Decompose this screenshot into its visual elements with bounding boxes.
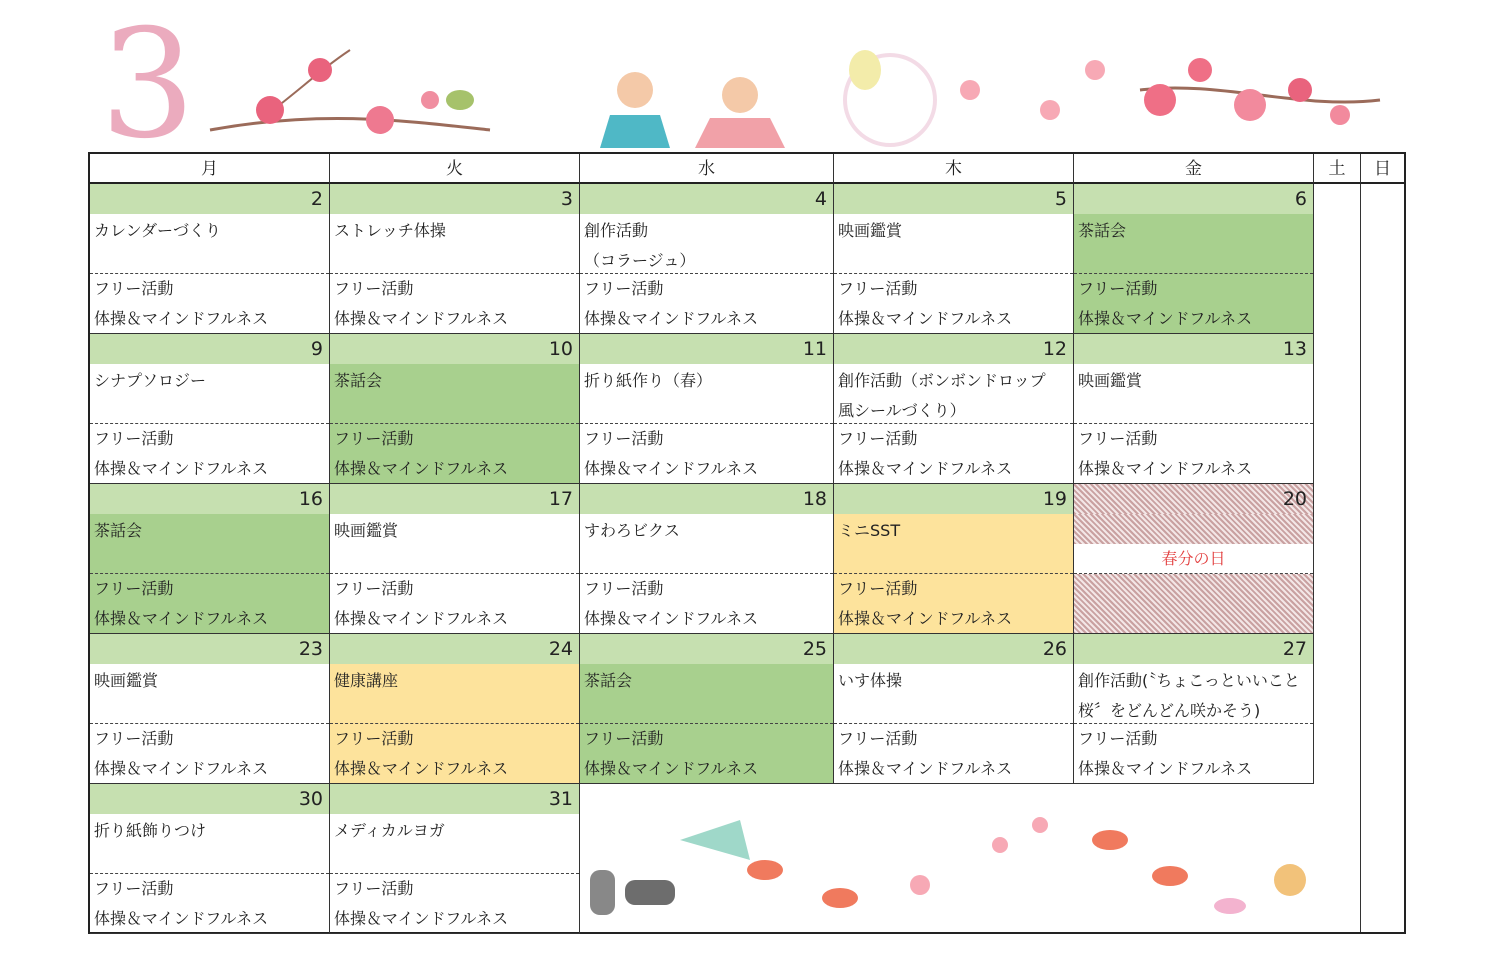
morning-activity <box>834 514 1073 574</box>
day-number: 17 <box>330 484 579 514</box>
afternoon-activity <box>1074 724 1313 784</box>
activity-text: カレンダーづくり <box>94 221 221 240</box>
week-row <box>90 184 1404 334</box>
day-cell <box>90 634 330 784</box>
activity-text: 創作活動（ボンボンドロップ <box>838 371 1046 390</box>
afternoon-activity <box>1074 274 1313 334</box>
morning-activity <box>330 514 579 574</box>
plum-blossom-icon <box>960 60 1105 120</box>
weekday-header-wed: 水 <box>580 154 834 184</box>
day-number: 18 <box>580 484 833 514</box>
activity-text: 映画鑑賞 <box>94 671 159 690</box>
afternoon-activity <box>834 424 1073 484</box>
activity-text: 体操＆マインドフルネス <box>94 609 269 628</box>
activity-text: フリー活動 <box>334 879 414 898</box>
activity-text: フリー活動 <box>584 279 664 298</box>
morning-activity <box>580 214 833 274</box>
activity-text: 体操＆マインドフルネス <box>584 609 759 628</box>
day-number: 19 <box>834 484 1073 514</box>
day-cell <box>1074 334 1314 484</box>
morning-activity <box>90 814 329 874</box>
temari-ball-icon <box>1274 864 1306 896</box>
bird-icon <box>446 90 474 110</box>
morning-activity <box>330 364 579 424</box>
afternoon-activity <box>330 574 579 634</box>
morning-activity <box>580 364 833 424</box>
activity-text: すわろビクス <box>584 521 680 540</box>
fan-icon <box>680 820 750 860</box>
day-cell <box>90 484 330 634</box>
afternoon-activity <box>90 574 329 634</box>
day-number: 6 <box>1074 184 1313 214</box>
activity-text: メディカルヨガ <box>334 821 445 840</box>
day-number: 16 <box>90 484 329 514</box>
day-number: 31 <box>330 784 579 814</box>
activity-text: 茶話会 <box>334 371 383 390</box>
activity-text: 体操＆マインドフルネス <box>584 459 759 478</box>
activity-text: 折り紙飾りつけ <box>94 821 207 840</box>
holiday-name: 春分の日 <box>1074 544 1313 574</box>
weekday-header-mon: 月 <box>90 154 330 184</box>
morning-activity <box>580 664 833 724</box>
activity-text: 体操＆マインドフルネス <box>1078 759 1253 778</box>
month-number: 3 <box>100 0 196 172</box>
holiday-pattern <box>1074 514 1313 544</box>
activity-text: フリー活動 <box>334 729 414 748</box>
bottom-decoration <box>580 800 1340 930</box>
activity-text: フリー活動 <box>838 279 918 298</box>
day-cell <box>580 634 834 784</box>
morning-activity <box>834 214 1073 274</box>
day-cell <box>834 334 1074 484</box>
day-number: 5 <box>834 184 1073 214</box>
activity-text: フリー活動 <box>1078 279 1158 298</box>
morning-activity <box>834 364 1073 424</box>
activity-text: シナプソロジー <box>94 371 207 390</box>
weekday-header-fri: 金 <box>1074 154 1314 184</box>
day-cell <box>90 334 330 484</box>
day-number: 2 <box>90 184 329 214</box>
activity-text: 体操＆マインドフルネス <box>94 759 269 778</box>
afternoon-activity <box>330 274 579 334</box>
weekday-header-sun: 日 <box>1361 154 1404 184</box>
morning-activity <box>834 664 1073 724</box>
activity-text: 体操＆マインドフルネス <box>838 609 1013 628</box>
afternoon-activity <box>90 424 329 484</box>
day-number: 20 <box>1074 484 1313 514</box>
activity-text: フリー活動 <box>838 579 918 598</box>
morning-activity <box>90 664 329 724</box>
morning-activity <box>580 514 833 574</box>
top-decoration <box>200 30 1400 150</box>
week-row <box>90 634 1404 784</box>
day-cell <box>330 184 580 334</box>
day-cell <box>834 484 1074 634</box>
activity-text: 体操＆マインドフルネス <box>334 609 509 628</box>
day-number: 26 <box>834 634 1073 664</box>
day-number: 23 <box>90 634 329 664</box>
day-cell <box>330 634 580 784</box>
activity-text: いす体操 <box>838 671 903 690</box>
afternoon-activity <box>330 724 579 784</box>
day-cell <box>1074 184 1314 334</box>
afternoon-activity <box>580 274 833 334</box>
activity-text: 映画鑑賞 <box>838 221 903 240</box>
activity-text: フリー活動 <box>94 279 174 298</box>
geta-icon <box>590 870 675 915</box>
morning-activity <box>90 514 329 574</box>
activity-text: フリー活動 <box>584 579 664 598</box>
activity-text: フリー活動 <box>838 429 918 448</box>
activity-text: 体操＆マインドフルネス <box>334 459 509 478</box>
afternoon-activity <box>580 724 833 784</box>
week-row <box>90 334 1404 484</box>
activity-text: フリー活動 <box>838 729 918 748</box>
day-cell <box>580 334 834 484</box>
activity-text: 体操＆マインドフルネス <box>1078 459 1253 478</box>
day-cell <box>90 184 330 334</box>
activity-text: 桜〞をどんどん咲かそう) <box>1078 701 1261 720</box>
activity-text: 体操＆マインドフルネス <box>94 459 269 478</box>
day-cell <box>834 634 1074 784</box>
plum-blossom-icon <box>910 817 1048 895</box>
afternoon-activity <box>580 574 833 634</box>
plum-branch-right-icon <box>1140 58 1380 125</box>
day-number: 9 <box>90 334 329 364</box>
day-number: 11 <box>580 334 833 364</box>
activity-text: 茶話会 <box>584 671 633 690</box>
afternoon-activity <box>330 874 579 934</box>
activity-text: 創作活動(〝ちょこっといいこと <box>1078 671 1300 690</box>
activity-text: 体操＆マインドフルネス <box>94 309 269 328</box>
morning-activity <box>1074 214 1313 274</box>
morning-activity <box>330 664 579 724</box>
day-cell <box>330 784 580 934</box>
activity-text: 折り紙作り（春） <box>584 371 713 390</box>
activity-text: 体操＆マインドフルネス <box>838 759 1013 778</box>
activity-text: 風シールづくり） <box>838 401 966 420</box>
afternoon-activity <box>1074 424 1313 484</box>
day-cell <box>330 484 580 634</box>
hina-doll-icon <box>600 72 785 148</box>
activity-text: 茶話会 <box>1078 221 1127 240</box>
activity-text: 創作活動 <box>584 221 649 240</box>
week-row <box>90 484 1404 634</box>
activity-text: 健康講座 <box>334 671 399 690</box>
activity-text: フリー活動 <box>334 429 414 448</box>
activity-text: 体操＆マインドフルネス <box>334 909 509 928</box>
morning-activity <box>330 214 579 274</box>
plum-branch-left-icon <box>210 50 490 134</box>
day-cell <box>580 484 834 634</box>
day-cell <box>1074 484 1314 634</box>
activity-text: フリー活動 <box>584 429 664 448</box>
activity-text: フリー活動 <box>94 879 174 898</box>
afternoon-activity <box>90 874 329 934</box>
activity-text: 体操＆マインドフルネス <box>584 759 759 778</box>
day-cell <box>330 334 580 484</box>
day-number: 3 <box>330 184 579 214</box>
day-number: 24 <box>330 634 579 664</box>
activity-text: 映画鑑賞 <box>1078 371 1143 390</box>
activity-text: 体操＆マインドフルネス <box>838 459 1013 478</box>
activity-text: フリー活動 <box>1078 429 1158 448</box>
afternoon-activity <box>90 274 329 334</box>
morning-activity <box>1074 664 1313 724</box>
activity-text: フリー活動 <box>94 579 174 598</box>
afternoon-activity <box>834 574 1073 634</box>
afternoon-activity <box>90 724 329 784</box>
weekday-header-thu: 木 <box>834 154 1074 184</box>
activity-text: （コラージュ） <box>584 251 696 270</box>
holiday-pattern <box>1074 574 1313 634</box>
activity-text: 体操＆マインドフルネス <box>1078 309 1253 328</box>
activity-text: 体操＆マインドフルネス <box>94 909 269 928</box>
activity-text: ストレッチ体操 <box>334 221 446 240</box>
day-number: 4 <box>580 184 833 214</box>
weekday-header-tue: 火 <box>330 154 580 184</box>
afternoon-activity <box>834 274 1073 334</box>
activity-text: フリー活動 <box>1078 729 1158 748</box>
activity-text: 体操＆マインドフルネス <box>584 309 759 328</box>
day-number: 12 <box>834 334 1073 364</box>
day-cell <box>90 784 330 934</box>
lantern-icon <box>845 50 935 145</box>
day-number: 30 <box>90 784 329 814</box>
weekday-header-sat: 土 <box>1314 154 1361 184</box>
afternoon-activity <box>834 724 1073 784</box>
activity-text: 体操＆マインドフルネス <box>334 309 509 328</box>
activity-text: ミニSST <box>838 521 901 540</box>
day-number: 13 <box>1074 334 1313 364</box>
morning-activity <box>90 364 329 424</box>
day-number: 25 <box>580 634 833 664</box>
activity-text: フリー活動 <box>584 729 664 748</box>
activity-text: フリー活動 <box>334 579 414 598</box>
activity-text: 体操＆マインドフルネス <box>838 309 1013 328</box>
day-number: 10 <box>330 334 579 364</box>
day-cell <box>834 184 1074 334</box>
activity-text: 体操＆マインドフルネス <box>334 759 509 778</box>
activity-text: 茶話会 <box>94 521 143 540</box>
afternoon-activity <box>580 424 833 484</box>
morning-activity <box>1074 364 1313 424</box>
day-cell <box>580 184 834 334</box>
activity-text: フリー活動 <box>94 729 174 748</box>
morning-activity <box>90 214 329 274</box>
activity-text: フリー活動 <box>334 279 414 298</box>
day-number: 27 <box>1074 634 1313 664</box>
activity-text: フリー活動 <box>94 429 174 448</box>
afternoon-activity <box>330 424 579 484</box>
morning-activity <box>330 814 579 874</box>
day-cell <box>1074 634 1314 784</box>
activity-text: 映画鑑賞 <box>334 521 399 540</box>
